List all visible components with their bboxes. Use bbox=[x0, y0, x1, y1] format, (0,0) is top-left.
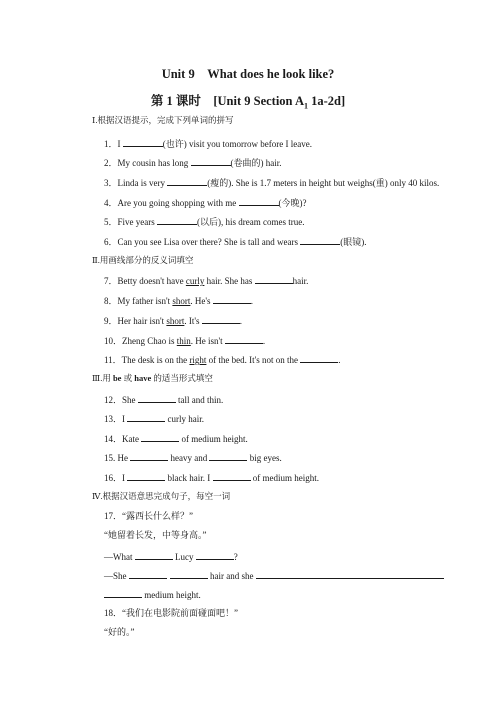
section-heading-2: Ⅱ.用画线部分的反义词填空 bbox=[92, 255, 194, 265]
question-10: 10．Zheng Chao is thin. He isn't . bbox=[104, 336, 266, 346]
answer-blank bbox=[141, 432, 179, 442]
section-heading-4: Ⅳ.根据汉语意思完成句子，每空一词 bbox=[92, 491, 231, 501]
question-17-english-line-2: —She hair and she bbox=[104, 569, 444, 582]
question-14: 14．Kate of medium height. bbox=[104, 434, 248, 444]
question-13: 13．I curly hair. bbox=[104, 414, 205, 424]
question-8: 8．My father isn't short. He's . bbox=[104, 296, 254, 306]
answer-blank bbox=[209, 451, 247, 461]
answer-blank bbox=[130, 451, 168, 461]
answer-blank bbox=[202, 314, 240, 324]
answer-blank bbox=[256, 569, 444, 579]
question-16: 16．I black hair. I of medium height. bbox=[104, 473, 319, 483]
answer-blank bbox=[129, 569, 167, 579]
answer-blank bbox=[127, 412, 165, 422]
question-1: 1．I (也许) visit you tomorrow before I leave. bbox=[104, 139, 312, 149]
question-18-chinese-answer: “好的。” bbox=[104, 627, 135, 637]
lesson-subtitle: 第 1 课时 [Unit 9 Section $A_1$ 1a-2d] bbox=[150, 94, 346, 111]
question-17-chinese-answer: “她留着长发，中等身高。” bbox=[104, 530, 207, 540]
section-heading-1: Ⅰ.根据汉语提示，完成下列单词的拼写 bbox=[92, 115, 234, 125]
answer-blank bbox=[255, 274, 293, 284]
answer-blank bbox=[104, 588, 142, 598]
answer-blank bbox=[191, 156, 231, 166]
answer-blank bbox=[170, 569, 208, 579]
question-9: 9．Her hair isn't short. It's . bbox=[104, 316, 242, 326]
answer-blank bbox=[127, 471, 165, 481]
answer-blank bbox=[196, 550, 234, 560]
question-7: 7．Betty doesn't have curly hair. She has hair. bbox=[104, 276, 309, 286]
question-2: 2．My cousin has long (卷曲的) hair. bbox=[104, 158, 282, 168]
question-17-english-line-1: —What Lucy ? bbox=[104, 552, 238, 562]
answer-blank bbox=[123, 137, 163, 147]
answer-blank bbox=[138, 393, 176, 403]
question-17: 17．“露西长什么样？” bbox=[104, 511, 194, 521]
question-12: 12．She tall and thin. bbox=[104, 395, 224, 405]
answer-blank bbox=[225, 334, 263, 344]
answer-blank bbox=[239, 196, 279, 206]
question-11: 11．The desk is on the right of the bed. It's not on the . bbox=[104, 355, 341, 365]
question-3: 3．Linda is very (瘦的). She is 1.7 meters in height but weighs(重) only 40 kilos. bbox=[104, 178, 440, 188]
answer-blank bbox=[300, 353, 338, 363]
answer-blank bbox=[157, 215, 197, 225]
answer-blank bbox=[213, 294, 251, 304]
question-15: 15. He heavy and big eyes. bbox=[104, 453, 282, 463]
question-6: 6．Can you see Lisa over there? She is tall and wears (眼镜). bbox=[104, 237, 367, 247]
answer-blank bbox=[135, 550, 173, 560]
unit-title: Unit 9 What does he look like? bbox=[161, 67, 335, 81]
answer-blank bbox=[167, 176, 207, 186]
section-heading-3: Ⅲ.用 be 或 have 的适当形式填空 bbox=[92, 373, 213, 383]
question-4: 4．Are you going shopping with me (今晚)? bbox=[104, 198, 307, 208]
question-17-english-line-3: medium height. bbox=[104, 588, 201, 601]
question-18: 18．“我们在电影院前面碰面吧！” bbox=[104, 608, 239, 618]
answer-blank bbox=[300, 235, 340, 245]
answer-blank bbox=[213, 471, 251, 481]
question-5: 5．Five years (以后), his dream comes true. bbox=[104, 217, 305, 227]
